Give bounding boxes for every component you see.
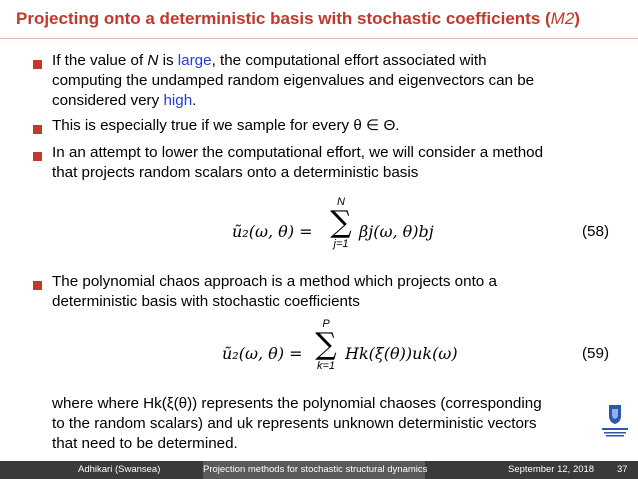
explanation-line-1: where where Hk(ξ(θ)) represents the polynomial chaoses (corresponding bbox=[52, 395, 542, 412]
explanation-line-2: to the random scalars) and uk represents unknown deterministic vectors bbox=[52, 415, 537, 432]
explanation-line-3: that need to be determined. bbox=[52, 435, 238, 452]
equation-59-sum bbox=[313, 318, 339, 372]
sum-upper-limit: P bbox=[322, 318, 330, 330]
bullet-2-text: This is especially true if we sample for every θ ∈ Θ. bbox=[52, 117, 400, 134]
footer-date: September 12, 2018 bbox=[508, 464, 595, 475]
bullet-1-line-1: If the value of N is large, the computational effort associated with bbox=[52, 52, 487, 69]
footer-talk-title: Projection methods for stochastic structural dynamics bbox=[203, 461, 425, 479]
sum-lower-limit: k=1 bbox=[316, 360, 336, 372]
slide-title: Projecting onto a deterministic basis with stochastic coefficients (M2) bbox=[16, 9, 580, 28]
bullet-4-line-2: deterministic basis with stochastic coefficients bbox=[52, 293, 360, 310]
summation-icon: ∑ bbox=[315, 327, 337, 362]
university-logo bbox=[600, 402, 630, 442]
bullet-marker bbox=[33, 60, 42, 69]
footer-bar bbox=[0, 461, 638, 479]
bullet-marker bbox=[33, 152, 42, 161]
equation-58-number: (58) bbox=[582, 223, 610, 240]
sum-lower-limit: j=1 bbox=[333, 238, 349, 250]
equation-58-sum bbox=[328, 196, 354, 250]
bullet-marker bbox=[33, 125, 42, 134]
bullet-1-line-3: considered very high. bbox=[52, 92, 197, 109]
equation-59-number: (59) bbox=[582, 345, 610, 362]
equation-58-rhs: βj(ω, θ)bj bbox=[359, 222, 434, 241]
bullet-3-line-2: that projects random scalars onto a deterministic basis bbox=[52, 164, 419, 181]
summation-icon: ∑ bbox=[330, 205, 352, 240]
bullet-marker bbox=[33, 281, 42, 290]
equation-59-lhs: ũ₂(ω, θ) = bbox=[222, 344, 303, 363]
equation-59-rhs: Hk(ξ(θ))uk(ω) bbox=[345, 344, 458, 363]
footer-author: Adhikari (Swansea) bbox=[78, 464, 161, 475]
bullet-1-line-2: computing the undamped random eigenvalues and eigenvectors can be bbox=[52, 72, 535, 89]
bullet-4-line-1: The polynomial chaos approach is a method which projects onto a bbox=[52, 273, 497, 290]
title-divider bbox=[0, 38, 638, 39]
title-bar bbox=[0, 0, 638, 38]
equation-58-lhs: ũ₂(ω, θ) = bbox=[232, 222, 313, 241]
university-crest-icon bbox=[600, 402, 630, 442]
bullet-3-line-1: In an attempt to lower the computational effort, we will consider a method bbox=[52, 144, 544, 161]
sum-upper-limit: N bbox=[337, 196, 345, 208]
footer-page-number: 37 bbox=[617, 464, 628, 475]
